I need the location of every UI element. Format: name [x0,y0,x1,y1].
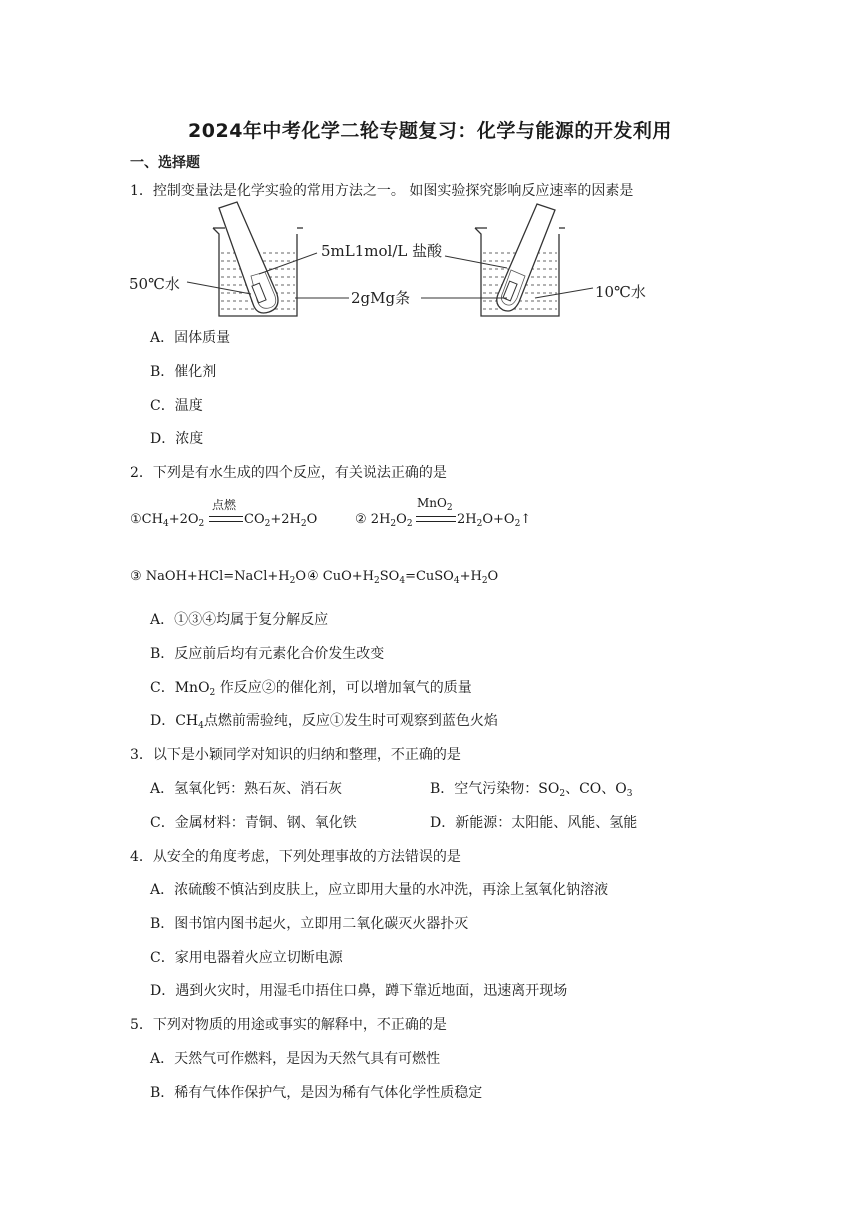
q4-option-d: D．遇到火灾时，用湿毛巾捂住口鼻，蹲下靠近地面，迅速离开现场 [150,983,568,999]
question-5-stem: 5．下列对物质的用途或事实的解释中，不正确的是 [130,1017,447,1033]
q2-option-b: B．反应前后均有元素化合价发生改变 [150,646,385,662]
right-water-label: 10℃水 [595,283,646,301]
q3-option-c: C．金属材料：青铜、钢、氧化铁 [150,815,357,831]
equation-2-lhs: ② $2H_2O_2$ [355,512,413,529]
acid-label: 5mL1mol/L 盐酸 [321,242,443,260]
section-heading: 一、选择题 [130,155,200,171]
q1-option-c: C．温度 [150,398,203,414]
q1-option-d: D．浓度 [150,431,204,447]
q5-option-b: B．稀有气体作保护气，是因为稀有气体化学性质稳定 [150,1085,483,1101]
equation-1-rhs: $CO_2+2H_2O$ [244,512,318,529]
equation-2-equals [416,516,456,522]
equation-1-lhs: $①CH_4+2O_2$ [130,512,205,529]
left-water-label: 50℃水 [129,275,180,293]
q1-option-b: B．催化剂 [150,364,217,380]
q5-option-a: A．天然气可作燃料，是因为天然气具有可燃性 [150,1051,441,1067]
equation-1-equals [209,516,243,522]
q1-experiment-figure [125,198,685,323]
q4-option-b: B．图书馆内图书起火，立即用二氧化碳灭火器扑灭 [150,916,469,932]
mg-label: 2gMg条 [351,289,411,307]
question-1-stem: 1．控制变量法是化学实验的常用方法之一。 如图实验探究影响反应速率的因素是 [130,183,634,199]
q3-option-a: A．氢氧化钙：熟石灰、消石灰 [150,781,343,797]
equation-1-condition: 点燃 [212,498,237,512]
equation-4: ④ $CuO+H_2SO_4=CuSO_4+H_2O$ [307,569,499,586]
equation-2-condition: MnO$_2$ [417,496,453,513]
right-test-tube [497,204,555,311]
question-4-stem: 4．从安全的角度考虑，下列处理事故的方法错误的是 [130,849,461,865]
q2-option-c: C．MnO$_2$ 作反应②的催化剂，可以增加氧气的质量 [150,680,472,698]
q3-option-d: D．新能源：太阳能、风能、氢能 [430,815,638,831]
q4-option-c: C．家用电器着火应立切断电源 [150,950,343,966]
q2-option-d: D．$CH_4$点燃前需验纯，反应①发生时可观察到蓝色火焰 [150,713,498,731]
left-test-tube [219,202,278,313]
q1-option-a: A．固体质量 [150,330,231,346]
question-3-stem: 3．以下是小颖同学对知识的归纳和整理，不正确的是 [130,747,461,763]
q3-option-b: B．空气污染物：$SO_2$、CO、$O_3$ [430,781,633,799]
equation-3: ③ $NaOH+HCl=NaCl+H_2O$ [130,569,307,586]
equation-2-rhs: $2H_2O+O_2↑$ [457,512,532,529]
question-2-stem: 2．下列是有水生成的四个反应，有关说法正确的是 [130,465,447,481]
q4-option-a: A．浓硫酸不慎沾到皮肤上，应立即用大量的水冲洗，再涂上氢氧化钠溶液 [150,882,609,898]
document-title: 2024年中考化学二轮专题复习：化学与能源的开发利用 [188,120,672,142]
q2-option-a: A．①③④均属于复分解反应 [150,612,329,628]
